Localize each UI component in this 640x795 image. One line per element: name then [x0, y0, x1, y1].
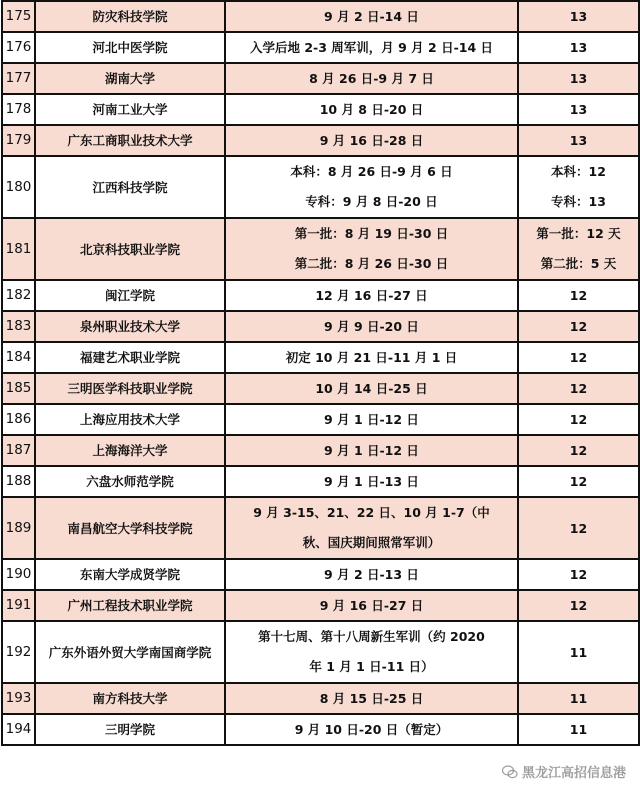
- training-dates-line: 9 月 1 日-13 日: [324, 474, 419, 489]
- training-days: [518, 342, 639, 373]
- training-dates: [225, 94, 518, 125]
- training-dates-line: 10 月 8 日-20 日: [319, 102, 424, 117]
- table-row: [2, 466, 639, 497]
- military-training-table: [1, 0, 640, 746]
- training-days-line: 11: [569, 722, 588, 737]
- training-days-line: 12: [569, 520, 588, 536]
- training-dates: [225, 311, 518, 342]
- training-dates: [225, 218, 518, 280]
- school-name: 广州工程技术职业学院: [35, 590, 225, 621]
- row-number: 182: [2, 280, 35, 311]
- training-dates-line: 专科：9 月 8 日-20 日: [305, 194, 438, 209]
- training-days-line: 第一批：12 天: [536, 226, 621, 241]
- training-days-line: 13: [569, 133, 588, 148]
- row-number: 192: [2, 621, 35, 683]
- school-name: 闽江学院: [35, 280, 225, 311]
- training-dates: [225, 497, 518, 559]
- training-days: [518, 218, 639, 280]
- wechat-icon: [502, 765, 518, 779]
- training-dates-line: 第二批：8 月 26 日-30 日: [294, 256, 449, 271]
- school-name: 六盘水师范学院: [35, 466, 225, 497]
- table-row: [2, 218, 639, 280]
- training-dates-line: 9 月 1 日-12 日: [324, 412, 419, 427]
- training-days-line: 12: [569, 474, 588, 489]
- training-dates: [225, 404, 518, 435]
- training-days-line: 第二批：5 天: [540, 256, 617, 271]
- row-number: 177: [2, 63, 35, 94]
- training-dates-line: 入学后地 2-3 周军训，月 9 月 2 日-14 日: [249, 40, 494, 55]
- training-dates-line: 9 月 2 日-14 日: [324, 9, 419, 24]
- training-dates-line: 第一批：8 月 19 日-30 日: [294, 226, 449, 241]
- training-dates: [225, 714, 518, 745]
- training-days-line: 本科：12: [551, 164, 606, 179]
- training-dates-line: 8 月 26 日-9 月 7 日: [309, 71, 434, 86]
- table-row: [2, 683, 639, 714]
- table-row: [2, 714, 639, 745]
- training-days: [518, 1, 639, 32]
- table-row: [2, 373, 639, 404]
- school-name: 湖南大学: [35, 63, 225, 94]
- training-dates: [225, 280, 518, 311]
- training-dates-line: 本科：8 月 26 日-9 月 6 日: [290, 164, 453, 179]
- training-dates: [225, 342, 518, 373]
- training-dates-line: 年 1 月 1 日-11 日）: [309, 659, 434, 674]
- training-dates: [225, 683, 518, 714]
- school-name: 河南工业大学: [35, 94, 225, 125]
- training-dates-line: 初定 10 月 21 日-11 月 1 日: [285, 350, 458, 365]
- table-row: [2, 590, 639, 621]
- table-row: [2, 559, 639, 590]
- row-number: 185: [2, 373, 35, 404]
- training-dates: [225, 63, 518, 94]
- table-row: [2, 94, 639, 125]
- row-number: 193: [2, 683, 35, 714]
- row-number: 191: [2, 590, 35, 621]
- training-dates-line: 9 月 10 日-20 日（暂定）: [294, 722, 449, 737]
- training-days-line: 12: [569, 412, 588, 427]
- school-name: 上海海洋大学: [35, 435, 225, 466]
- school-name: 上海应用技术大学: [35, 404, 225, 435]
- training-dates: [225, 32, 518, 63]
- table-row: [2, 342, 639, 373]
- training-dates-line: 9 月 2 日-13 日: [324, 567, 419, 582]
- training-days-line: 12: [569, 319, 588, 334]
- training-dates: [225, 435, 518, 466]
- training-dates-line: 9 月 1 日-12 日: [324, 443, 419, 458]
- school-name: 广东工商职业技术大学: [35, 125, 225, 156]
- row-number: 181: [2, 218, 35, 280]
- training-days: [518, 280, 639, 311]
- school-name: 三明学院: [35, 714, 225, 745]
- row-number: 190: [2, 559, 35, 590]
- row-number: 179: [2, 125, 35, 156]
- training-days: [518, 683, 639, 714]
- training-days: [518, 497, 639, 559]
- table-row: [2, 63, 639, 94]
- table-row: [2, 156, 639, 218]
- training-dates-line: 9 月 9 日-20 日: [324, 319, 419, 334]
- table-row: [2, 125, 639, 156]
- training-dates: [225, 373, 518, 404]
- row-number: 178: [2, 94, 35, 125]
- training-dates-line: 9 月 16 日-28 日: [319, 133, 424, 148]
- training-days: [518, 714, 639, 745]
- training-dates-line: 10 月 14 日-25 日: [315, 381, 428, 396]
- training-dates: [225, 621, 518, 683]
- training-days: [518, 125, 639, 156]
- table-row: [2, 621, 639, 683]
- training-days-line: 12: [569, 288, 588, 303]
- row-number: 187: [2, 435, 35, 466]
- training-days-line: 13: [569, 71, 588, 86]
- school-name: 江西科技学院: [35, 156, 225, 218]
- training-days: [518, 590, 639, 621]
- training-days-line: 11: [569, 691, 588, 706]
- training-days: [518, 311, 639, 342]
- table-row: [2, 280, 639, 311]
- table-row: [2, 435, 639, 466]
- school-name: 泉州职业技术大学: [35, 311, 225, 342]
- table-body: [2, 1, 639, 745]
- training-dates-line: 12 月 16 日-27 日: [315, 288, 428, 303]
- training-dates-line: 9 月 16 日-27 日: [319, 598, 424, 613]
- row-number: 189: [2, 497, 35, 559]
- row-number: 183: [2, 311, 35, 342]
- school-name: 南昌航空大学科技学院: [35, 497, 225, 559]
- training-days: [518, 466, 639, 497]
- training-dates: [225, 156, 518, 218]
- training-days-line: 11: [569, 644, 588, 660]
- training-dates: [225, 1, 518, 32]
- training-days-line: 12: [569, 350, 588, 365]
- training-dates: [225, 125, 518, 156]
- training-days: [518, 404, 639, 435]
- school-name: 三明医学科技职业学院: [35, 373, 225, 404]
- training-days: [518, 435, 639, 466]
- training-days: [518, 559, 639, 590]
- training-days: [518, 373, 639, 404]
- training-days-line: 13: [569, 9, 588, 24]
- training-days-line: 12: [569, 381, 588, 396]
- row-number: 175: [2, 1, 35, 32]
- school-name: 河北中医学院: [35, 32, 225, 63]
- school-name: 东南大学成贤学院: [35, 559, 225, 590]
- school-name: 福建艺术职业学院: [35, 342, 225, 373]
- row-number: 186: [2, 404, 35, 435]
- table-row: [2, 311, 639, 342]
- training-dates-line: 第十七周、第十八周新生军训（约 2020: [258, 629, 485, 644]
- table-row: [2, 1, 639, 32]
- training-dates-line: 8 月 15 日-25 日: [319, 691, 424, 706]
- training-dates-line: 秋、国庆期间照常军训）: [302, 535, 441, 550]
- row-number: 188: [2, 466, 35, 497]
- training-days-line: 12: [569, 598, 588, 613]
- row-number: 176: [2, 32, 35, 63]
- training-days-line: 12: [569, 443, 588, 458]
- training-dates: [225, 559, 518, 590]
- school-name: 北京科技职业学院: [35, 218, 225, 280]
- school-name: 南方科技大学: [35, 683, 225, 714]
- training-days: [518, 156, 639, 218]
- table-row: [2, 404, 639, 435]
- school-name: 广东外语外贸大学南国商学院: [35, 621, 225, 683]
- school-name: 防灾科技学院: [35, 1, 225, 32]
- watermark: [502, 762, 626, 781]
- watermark-text: 黑龙江高招信息港: [521, 766, 626, 781]
- training-days-line: 13: [569, 102, 588, 117]
- table-row: [2, 497, 639, 559]
- training-days: [518, 32, 639, 63]
- training-days-line: 专科：13: [551, 194, 606, 209]
- training-days: [518, 621, 639, 683]
- training-days: [518, 63, 639, 94]
- table-row: [2, 32, 639, 63]
- training-days: [518, 94, 639, 125]
- row-number: 194: [2, 714, 35, 745]
- row-number: 184: [2, 342, 35, 373]
- training-dates-line: 9 月 3-15、21、22 日、10 月 1-7（中: [253, 505, 490, 520]
- training-days-line: 13: [569, 40, 588, 55]
- row-number: 180: [2, 156, 35, 218]
- training-dates: [225, 466, 518, 497]
- training-dates: [225, 590, 518, 621]
- training-days-line: 12: [569, 567, 588, 582]
